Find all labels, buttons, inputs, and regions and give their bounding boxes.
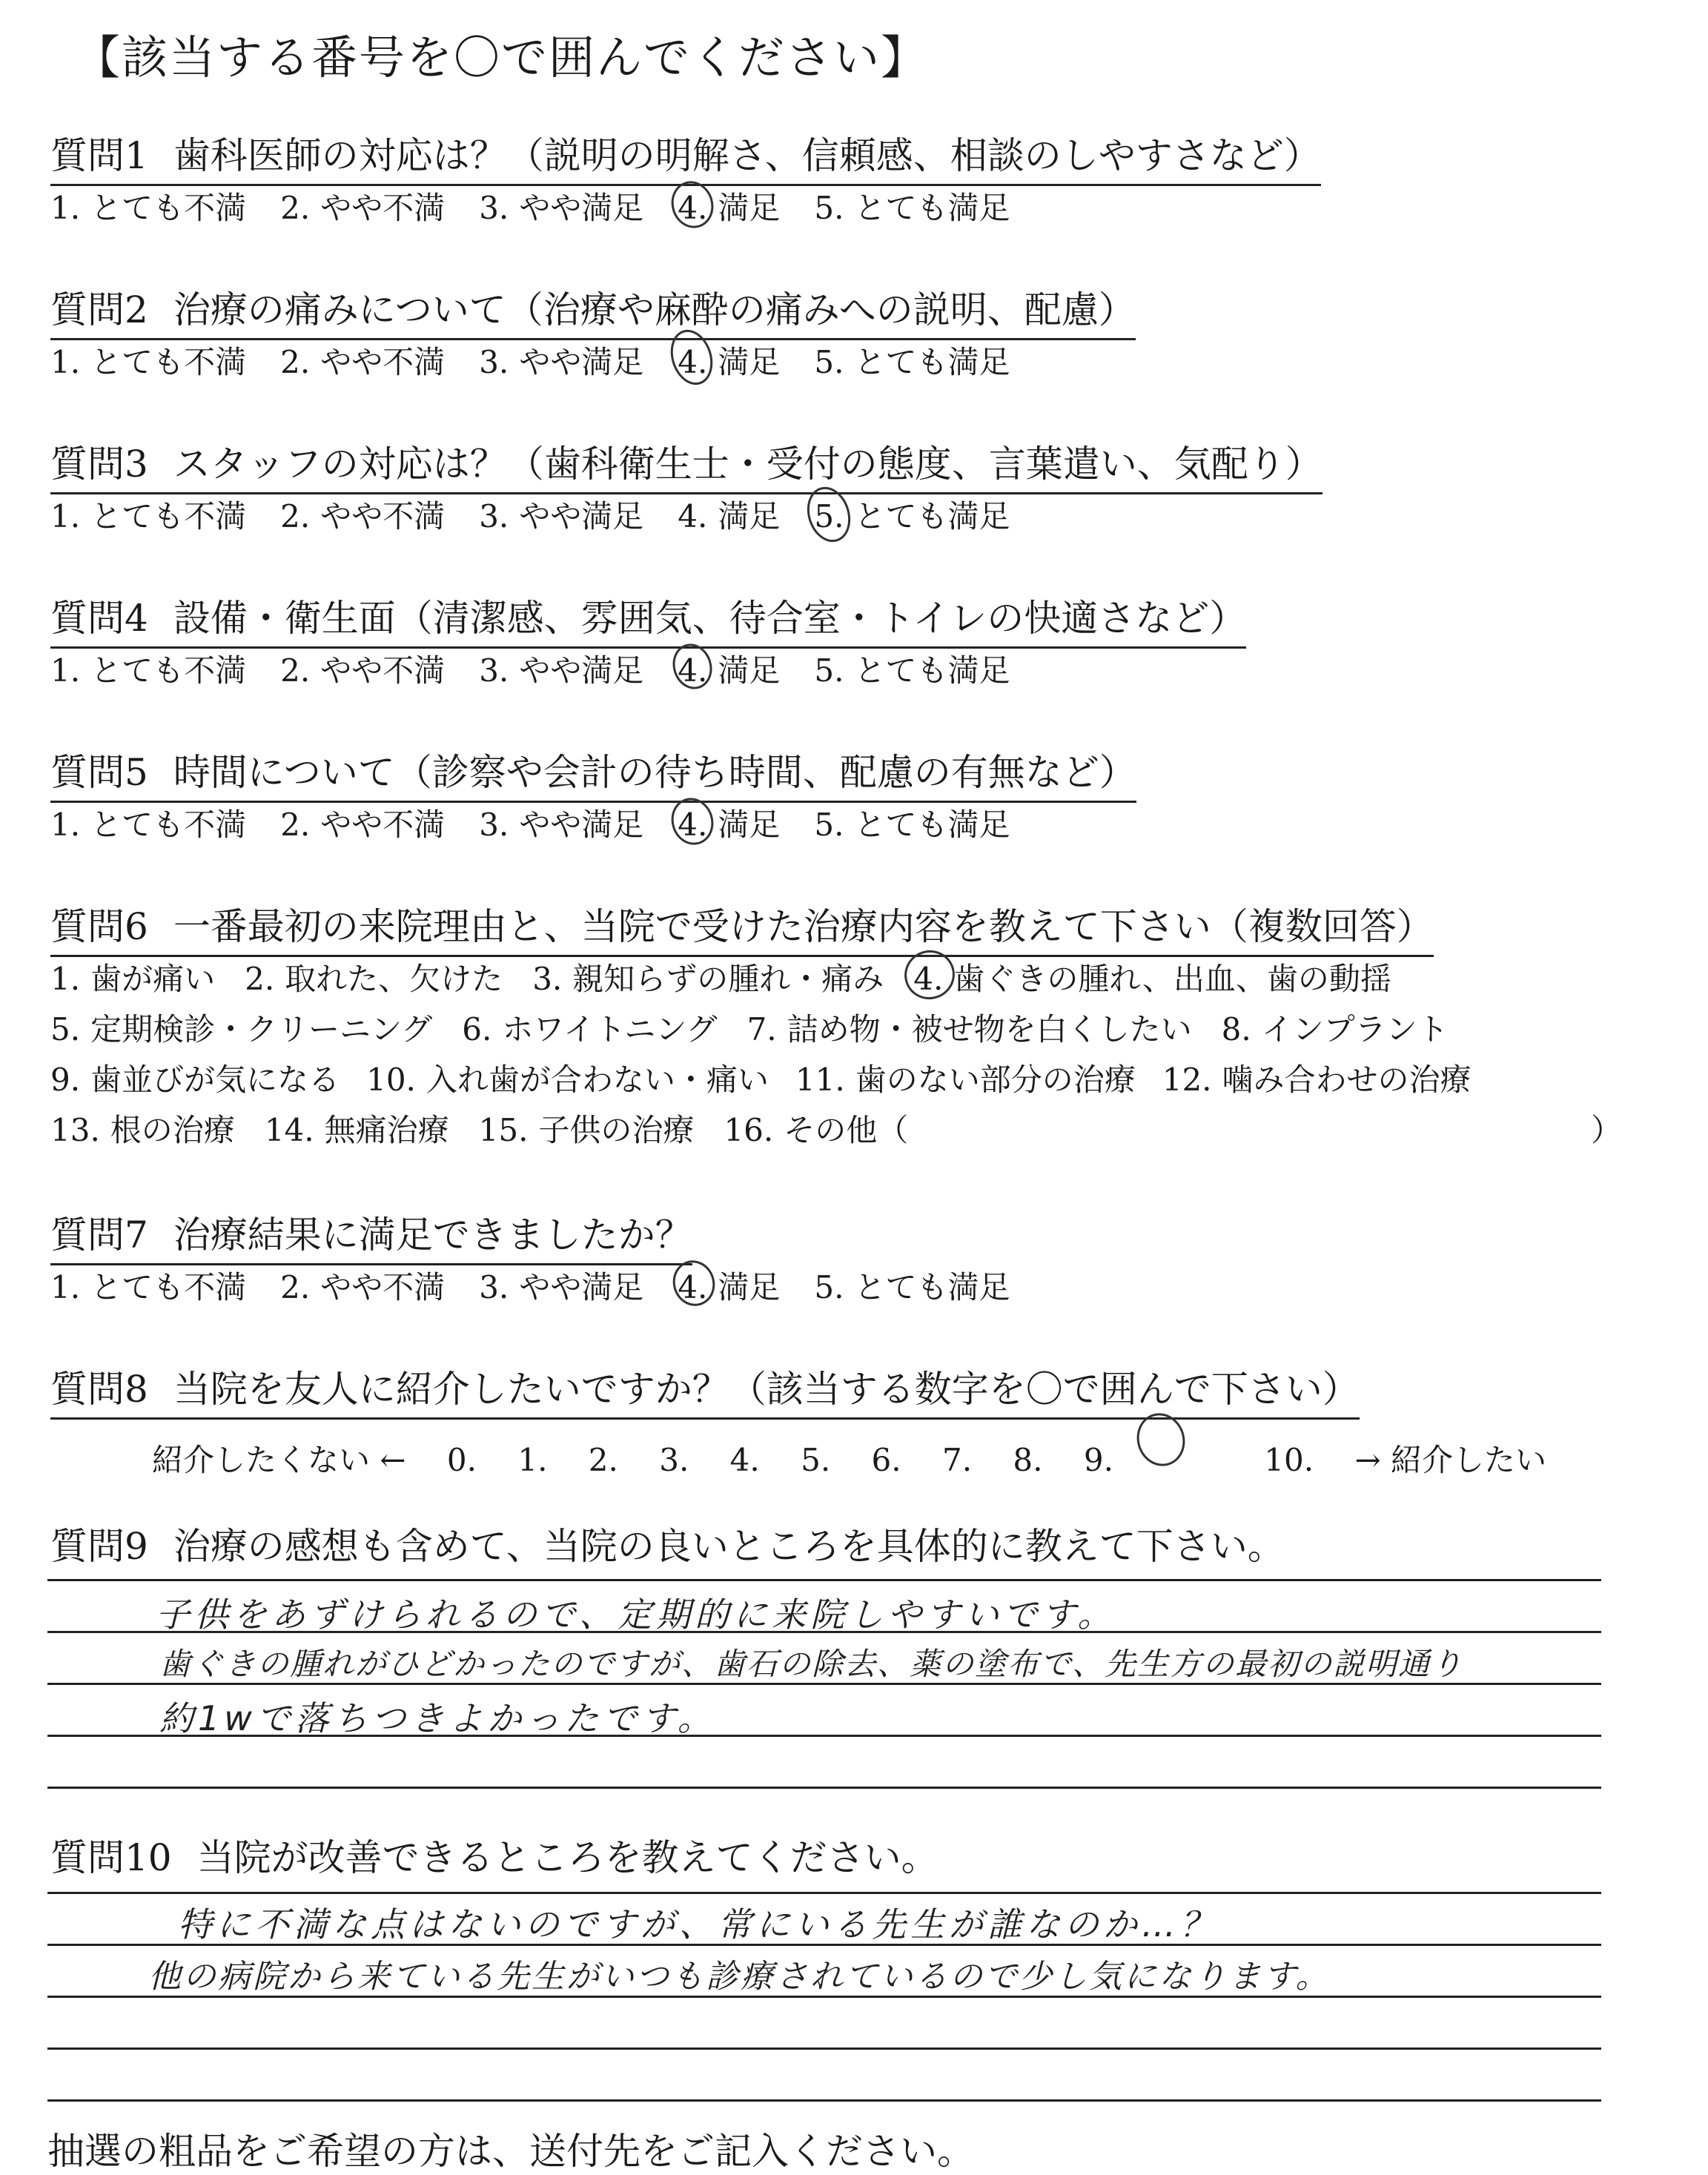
question-2-title: 質問2 治療の痛みについて（治療や麻酔の痛みへの説明、配慮）	[50, 280, 1136, 340]
rating-option: 1. とても不満	[50, 807, 247, 843]
rating-option: 12. 噛み合わせの治療	[1162, 1062, 1472, 1098]
rating-option: 5. とても満足	[814, 807, 1010, 843]
rating-option: 2. やや不満	[280, 344, 446, 380]
selection-circle	[666, 176, 720, 234]
selection-circle	[1130, 1407, 1191, 1472]
question-1-options[interactable]	[50, 184, 1044, 228]
handwritten-answer-line: 歯ぐきの腫れがひどかったのですが、歯石の除去、薬の塗布で、先生方の最初の説明通り	[159, 1646, 1464, 1682]
rating-option: 6. ホワイトニング	[462, 1011, 718, 1047]
question-4-title: 質問4 設備・衛生面（清潔感、雰囲気、待合室・トイレの快適さなど）	[50, 589, 1246, 649]
rating-option: 10. 入れ歯が合わない・痛い	[366, 1062, 769, 1098]
rating-option: 7. 詰め物・被せ物を白くしたい	[747, 1011, 1192, 1047]
question-8-title: 質問8 当院を友人に紹介したいですか？（該当する数字を〇で囲んで下さい）	[50, 1360, 1360, 1420]
question-5-options[interactable]	[50, 801, 1044, 845]
question-3-title: 質問3 スタッフの対応は？（歯科衛生士・受付の態度、言葉遣い、気配り）	[50, 434, 1323, 494]
question-3-options[interactable]	[50, 492, 1044, 537]
rating-option: 5. とても満足	[814, 492, 1010, 537]
rating-option: 4. 満足	[678, 498, 781, 534]
question-4-options[interactable]	[50, 646, 1044, 691]
handwritten-answer-line: 子供をあずけられるので、定期的に来院しやすいです。	[156, 1595, 1116, 1635]
rating-option: 1. 歯が痛い	[50, 961, 216, 997]
rating-option: 14. 無痛治療	[264, 1112, 449, 1148]
option-5: 5. とても満足	[814, 190, 1010, 226]
rating-option: 4. 歯ぐきの腫れ、出血、歯の動揺	[913, 955, 1391, 999]
rating-option: 3. やや満足	[479, 344, 644, 380]
rating-option: 1. とても不満	[50, 498, 247, 534]
rating-option: 9. 歯並びが気になる	[50, 1062, 340, 1098]
footer-instruction: 抽選の粗品をご希望の方は、送付先をご記入ください。	[47, 2130, 974, 2173]
question-7-title: 質問7 治療結果に満足できましたか？	[50, 1205, 692, 1265]
rating-option: 3. やや満足	[479, 498, 644, 534]
rating-option: 3. 親知らずの腫れ・痛み	[532, 961, 884, 997]
rating-option: 2. やや不満	[280, 807, 446, 843]
rating-option: 13. 根の治療	[50, 1112, 235, 1148]
handwritten-answer-line: 特に不満な点はないのですが、常にいる先生が誰なのか…？	[178, 1904, 1219, 1944]
rating-option: 2. 取れた、欠けた	[245, 961, 503, 997]
question-6-options-row4[interactable]	[50, 1106, 908, 1151]
rating-option: 2. やや不満	[280, 652, 446, 689]
question-10-title: 質問10 当院が改善できるところを教えてください。	[50, 1836, 939, 1879]
question-5-title: 質問5 時間について（診察や会計の待ち時間、配慮の有無など）	[50, 743, 1136, 803]
answer-line	[47, 1892, 1601, 1894]
option-4: 4. 満足	[678, 184, 780, 228]
rating-option: 8. インプラント	[1221, 1011, 1449, 1047]
question-6-options-row1[interactable]	[50, 955, 1391, 999]
rating-option: 3. やや満足	[479, 652, 644, 689]
rating-option: 4. 満足	[678, 338, 780, 383]
question-7-options[interactable]	[50, 1263, 1044, 1308]
rating-option: 3. やや満足	[479, 1269, 644, 1305]
question-6-title: 質問6 一番最初の来院理由と、当院で受けた治療内容を教えて下さい（複数回答）	[50, 897, 1434, 957]
question-2-options[interactable]	[50, 338, 1044, 383]
answer-line	[47, 2047, 1601, 2050]
recommend-scale[interactable]: 紹介したくない ← 0. 1. 2. 3. 4. 5. 6. 7. 8. 9. 10. → 紹介したい	[152, 1417, 1578, 1480]
rating-option: 3. やや満足	[479, 807, 644, 843]
question-9-title: 質問9 治療の感想も含めて、当院の良いところを具体的に教えて下さい。	[50, 1525, 1285, 1568]
rating-option: 5. とても満足	[814, 344, 1010, 380]
option-2: 2. やや不満	[280, 190, 446, 226]
rating-option: 1. とても不満	[50, 1269, 247, 1305]
rating-option: 5. とても満足	[814, 1269, 1010, 1305]
question-6-other-close: ）	[1591, 1112, 1623, 1148]
page-title: 【該当する番号を〇で囲んでください】	[74, 30, 929, 85]
selection-circle	[666, 792, 720, 850]
question-6-options-row2[interactable]	[50, 1005, 1449, 1050]
scale-value-selected: 9.	[1084, 1417, 1223, 1478]
handwritten-answer-line: 約1wで落ちつきよかったです。	[159, 1698, 716, 1738]
rating-option: 1. とても不満	[50, 344, 247, 380]
rating-option: 2. やや不満	[280, 498, 446, 534]
rating-option: 5. 定期検診・クリーニング	[50, 1011, 433, 1047]
rating-option: 2. やや不満	[280, 1269, 446, 1305]
rating-option: 4. 満足	[678, 801, 780, 845]
rating-option: 16. その他（	[724, 1112, 909, 1148]
question-1-title: 質問1 歯科医師の対応は？（説明の明解さ、信頼感、相談のしやすさなど）	[50, 126, 1321, 186]
rating-option: 11. 歯のない部分の治療	[795, 1062, 1136, 1098]
rating-option: 5. とても満足	[814, 652, 1010, 689]
rating-option: 1. とても不満	[50, 652, 247, 689]
answer-line	[47, 1787, 1601, 1789]
option-3: 3. やや満足	[479, 190, 644, 226]
rating-option: 4. 満足	[678, 1263, 780, 1308]
selection-circle	[667, 1255, 721, 1311]
option-1: 1. とても不満	[50, 190, 247, 226]
scale-right-label: → 紹介したい	[1354, 1442, 1546, 1478]
rating-option: 15. 子供の治療	[478, 1112, 695, 1148]
rating-option: 4. 満足	[678, 646, 780, 691]
question-6-options-row3[interactable]	[50, 1056, 1472, 1100]
answer-line	[47, 2099, 1601, 2102]
scale-left-label: 紹介したくない ←	[152, 1442, 406, 1478]
handwritten-answer-line: 他の病院から来ている先生がいつも診療されているので少し気になります。	[148, 1958, 1331, 1996]
selection-circle	[667, 638, 718, 694]
answer-line	[47, 1579, 1601, 1581]
